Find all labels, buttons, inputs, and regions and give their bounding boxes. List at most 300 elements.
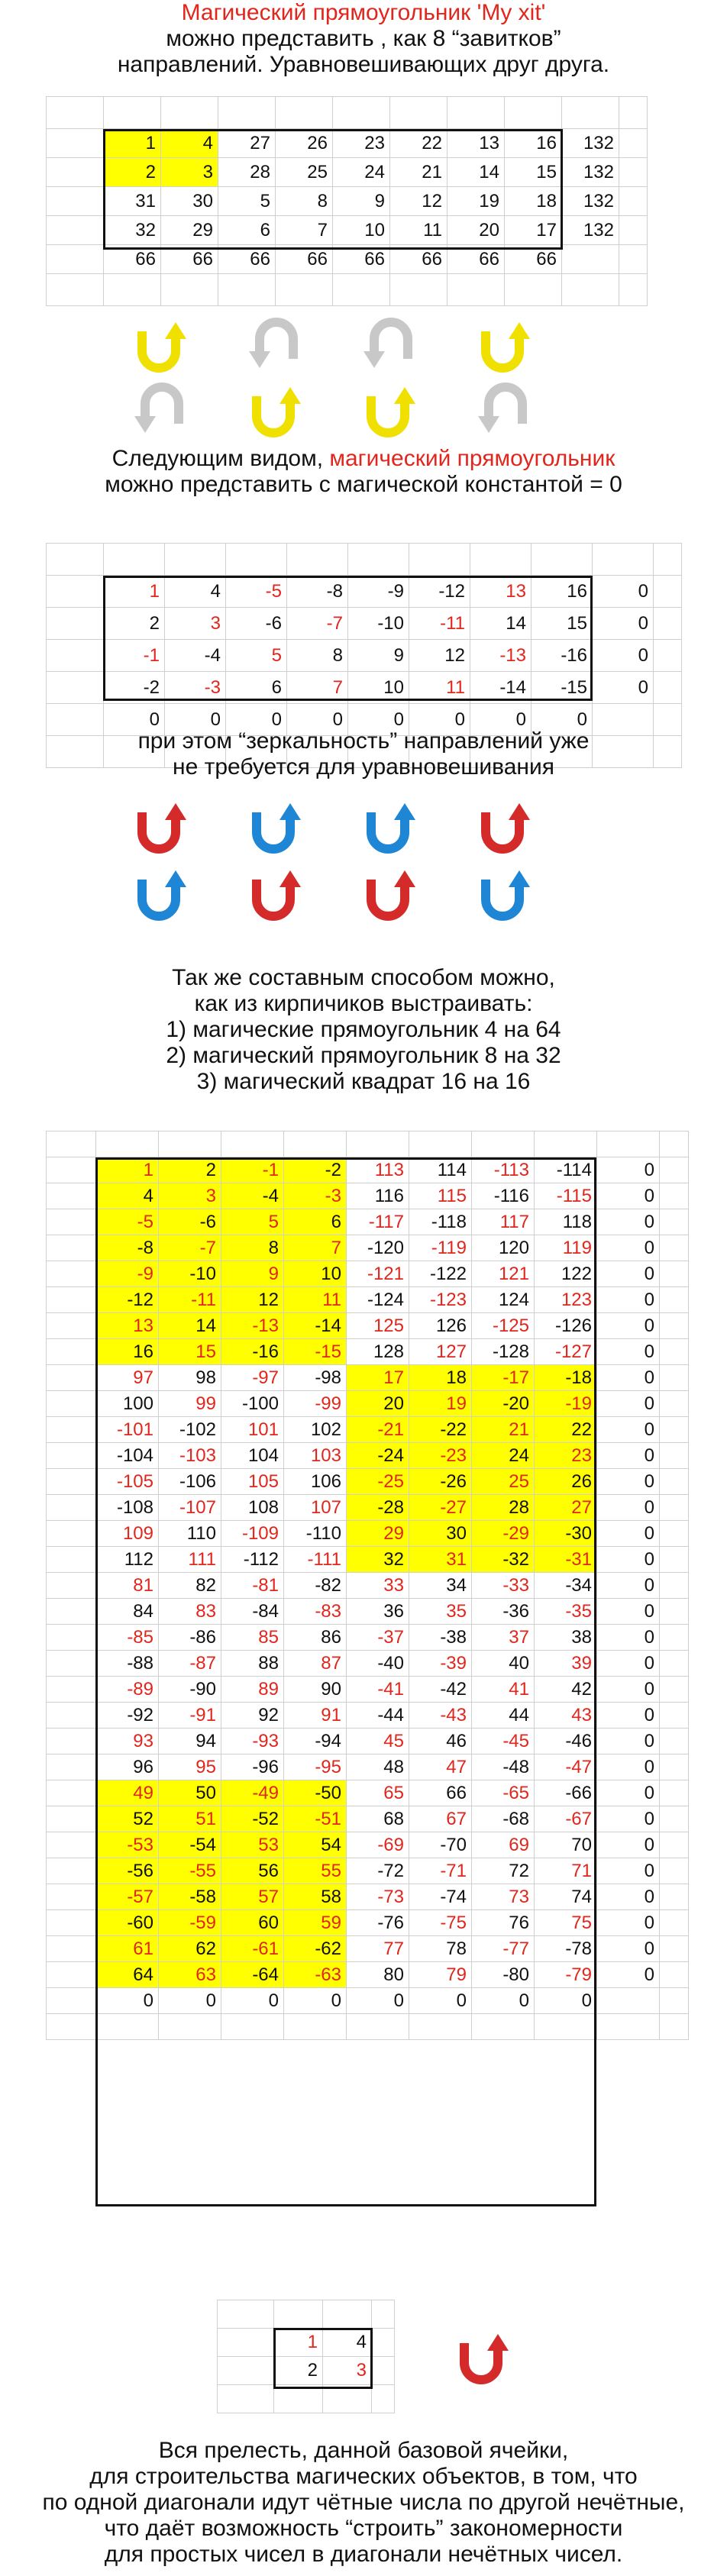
icon-wrapper — [243, 794, 307, 858]
section-3-line-1: при этом “зеркальность” направлений уже — [137, 728, 590, 754]
table-cell: 117 — [472, 1209, 535, 1235]
table-cell: -14 — [284, 1313, 347, 1339]
table-cell — [562, 245, 619, 274]
footer-line-3: по одной диагонали идут чётные числа по другой нечётные, — [42, 2490, 685, 2515]
table-cell: 95 — [159, 1754, 221, 1780]
table-cell — [47, 1521, 96, 1547]
table-cell — [323, 2385, 372, 2413]
table-cell: 16 — [96, 1339, 159, 1365]
table-cell: 3 — [165, 608, 226, 640]
table-cell: 66 — [448, 245, 505, 274]
table-cell: 103 — [284, 1443, 347, 1469]
table-cell — [660, 1391, 689, 1417]
table-cell: 20 — [448, 216, 505, 245]
table-cell — [47, 245, 104, 274]
table-cell: 16 — [505, 129, 562, 158]
table-cell: -59 — [159, 1910, 221, 1936]
table-cell: -56 — [96, 1858, 159, 1884]
table-cell: 124 — [472, 1287, 535, 1313]
u-turn-up-right-icon — [357, 794, 422, 858]
table-cell: 0 — [409, 1988, 472, 2014]
table-cell: -18 — [535, 1365, 597, 1391]
table-cell: 0 — [593, 672, 654, 704]
table-cell — [660, 1599, 689, 1625]
table-cell — [96, 1131, 159, 1157]
table-cell: -65 — [472, 1780, 535, 1806]
table-cell: 40 — [472, 1651, 535, 1677]
table-cell: 5 — [218, 187, 276, 216]
table-cell: 9 — [348, 640, 409, 672]
table-cell: 42 — [535, 1677, 597, 1703]
table-cell: -105 — [96, 1469, 159, 1495]
table-cell — [660, 1313, 689, 1339]
table-cell: 8 — [287, 640, 348, 672]
table-cell: -114 — [535, 1157, 597, 1183]
table-cell — [218, 2300, 274, 2329]
table-cell — [333, 274, 390, 306]
table-cell — [284, 1131, 347, 1157]
table-cell: -80 — [472, 1962, 535, 1988]
table-cell: -89 — [96, 1677, 159, 1703]
table-cell: 87 — [284, 1651, 347, 1677]
table-cell: 88 — [221, 1651, 284, 1677]
table-cell: 132 — [562, 187, 619, 216]
table-cell: 25 — [472, 1469, 535, 1495]
table-cell: 24 — [333, 158, 390, 187]
table-cell — [47, 1209, 96, 1235]
table-cell — [47, 608, 104, 640]
table-cell: 25 — [276, 158, 333, 187]
table-cell — [660, 1417, 689, 1443]
table-cell: 41 — [472, 1677, 535, 1703]
table-cell — [47, 1988, 96, 2014]
table-cell: 13 — [470, 576, 532, 608]
table-cell — [347, 1131, 409, 1157]
icon-wrapper — [128, 794, 192, 858]
table-cell: 94 — [159, 1729, 221, 1754]
section-2-line-1a: Следующим видом, — [111, 446, 330, 471]
table-cell — [654, 672, 682, 704]
table-cell: -57 — [96, 1884, 159, 1910]
table-cell: -101 — [96, 1417, 159, 1443]
table-cell: 11 — [409, 672, 470, 704]
table-cell — [660, 1365, 689, 1391]
table-cell: -11 — [159, 1287, 221, 1313]
table-cell: -100 — [221, 1391, 284, 1417]
table-cell: 32 — [347, 1547, 409, 1573]
table-cell: 0 — [597, 1625, 660, 1651]
table-cell: -2 — [284, 1157, 347, 1183]
table-cell: 0 — [597, 1183, 660, 1209]
table-cell: 14 — [448, 158, 505, 187]
table-cell: -91 — [159, 1703, 221, 1729]
footer-line-4: что даёт возможность “строить” закономерности — [104, 2516, 623, 2541]
table-cell — [654, 576, 682, 608]
table-cell — [47, 1157, 96, 1183]
table-cell: 98 — [159, 1365, 221, 1391]
table-cell: 8 — [276, 187, 333, 216]
table-cell: -63 — [284, 1962, 347, 1988]
icon-wrapper — [357, 794, 422, 858]
table-cell: 113 — [347, 1157, 409, 1183]
table-cell: 1 — [274, 2329, 323, 2357]
table-cell: 18 — [409, 1365, 472, 1391]
table-cell: 66 — [505, 245, 562, 274]
table-cell: 70 — [535, 1832, 597, 1858]
table-cell: 51 — [159, 1806, 221, 1832]
u-turn-up-right-icon — [472, 861, 536, 925]
table-cell: 0 — [593, 608, 654, 640]
table-cell: 48 — [347, 1754, 409, 1780]
icon-wrapper — [472, 794, 536, 858]
table-cell: -64 — [221, 1962, 284, 1988]
u-turn-up-right-icon — [128, 313, 192, 377]
table-cell — [47, 1573, 96, 1599]
table-cell: -88 — [96, 1651, 159, 1677]
table-cell: -15 — [284, 1339, 347, 1365]
table-cell: 106 — [284, 1469, 347, 1495]
table-cell — [47, 1832, 96, 1858]
table-cell: -124 — [347, 1287, 409, 1313]
table-cell — [47, 187, 104, 216]
section-4-line-5: 3) магический квадрат 16 на 16 — [196, 1069, 531, 1094]
table-cell: 85 — [221, 1625, 284, 1651]
icon-wrapper — [128, 861, 192, 925]
table-cell: 8 — [221, 1235, 284, 1261]
table-cell — [660, 1235, 689, 1261]
table-cell: 101 — [221, 1417, 284, 1443]
table-cell: 0 — [597, 1910, 660, 1936]
table-cell: -93 — [221, 1729, 284, 1754]
table-cell: 81 — [96, 1573, 159, 1599]
footer-line-5: для простых чисел в диагонали нечётных чисел. — [104, 2542, 623, 2567]
table-cell — [47, 1495, 96, 1521]
table-cell — [660, 1521, 689, 1547]
table-cell: 49 — [96, 1780, 159, 1806]
table-cell — [161, 274, 218, 306]
table-cell — [47, 1391, 96, 1417]
table-cell: 0 — [226, 704, 287, 736]
table-cell: 93 — [96, 1729, 159, 1754]
table-cell: -16 — [221, 1339, 284, 1365]
table-cell — [47, 1131, 96, 1157]
table-cell: 0 — [348, 704, 409, 736]
table-cell: -24 — [347, 1443, 409, 1469]
table-cell: -33 — [472, 1573, 535, 1599]
table-cell: -81 — [221, 1573, 284, 1599]
table-cell — [535, 1131, 597, 1157]
table-cell — [660, 1677, 689, 1703]
table-cell: 121 — [472, 1261, 535, 1287]
table-cell: 66 — [104, 245, 161, 274]
table-cell — [47, 1287, 96, 1313]
table-cell — [470, 544, 532, 576]
u-turn-up-right-icon — [451, 2325, 515, 2389]
table-cell — [409, 544, 470, 576]
table-cell: -116 — [472, 1183, 535, 1209]
table-cell: -67 — [535, 1806, 597, 1832]
table-cell: 57 — [221, 1884, 284, 1910]
table-cell — [218, 2385, 274, 2413]
table-cell: -13 — [470, 640, 532, 672]
table-cell: -8 — [96, 1235, 159, 1261]
table-cell: 6 — [218, 216, 276, 245]
table-cell — [47, 640, 104, 672]
intro-title: Магический прямоугольник 'My xit' — [181, 0, 546, 25]
table-cell: 14 — [159, 1313, 221, 1339]
table-cell: -79 — [535, 1962, 597, 1988]
table-cell: 0 — [347, 1988, 409, 2014]
table-cell: -69 — [347, 1832, 409, 1858]
table-cell: -83 — [284, 1599, 347, 1625]
table-cell — [660, 1703, 689, 1729]
table-cell: 6 — [226, 672, 287, 704]
table-cell: -113 — [472, 1157, 535, 1183]
table-cell: -32 — [472, 1547, 535, 1573]
table-cell — [660, 1261, 689, 1287]
table-cell: -70 — [409, 1832, 472, 1858]
table-cell — [284, 2014, 347, 2040]
table-cell — [660, 1729, 689, 1754]
table-cell: -4 — [165, 640, 226, 672]
section-3-text — [0, 728, 727, 780]
table-cell: -77 — [472, 1936, 535, 1962]
table-cell: 15 — [159, 1339, 221, 1365]
table-cell: -126 — [535, 1313, 597, 1339]
icon-wrapper — [357, 378, 422, 442]
table-cell: -26 — [409, 1469, 472, 1495]
table-cell — [619, 274, 648, 306]
table-cell: 68 — [347, 1806, 409, 1832]
table-cell: -28 — [347, 1495, 409, 1521]
table-cell — [372, 2385, 395, 2413]
table-cell: -10 — [159, 1261, 221, 1287]
table-cell: 2 — [104, 158, 161, 187]
table-cell: 26 — [276, 129, 333, 158]
table-cell: -119 — [409, 1235, 472, 1261]
table-cell: -7 — [287, 608, 348, 640]
table-cell — [47, 1910, 96, 1936]
table-cell: -97 — [221, 1365, 284, 1391]
table-cell — [276, 274, 333, 306]
table-cell: 66 — [276, 245, 333, 274]
table-cell: 111 — [159, 1547, 221, 1573]
table-cell — [221, 2014, 284, 2040]
table-cell: 82 — [159, 1573, 221, 1599]
table-cell: 21 — [390, 158, 448, 187]
table-cell — [47, 1261, 96, 1287]
table-cell: 112 — [96, 1547, 159, 1573]
table-cell: 105 — [221, 1469, 284, 1495]
table-cell: -78 — [535, 1936, 597, 1962]
table-cell: 122 — [535, 1261, 597, 1287]
table-cell: 92 — [221, 1703, 284, 1729]
table-cell: 4 — [165, 576, 226, 608]
table-cell: 23 — [535, 1443, 597, 1469]
table-cell: 58 — [284, 1884, 347, 1910]
table-cell: -27 — [409, 1495, 472, 1521]
table-cell — [47, 1703, 96, 1729]
table-cell: 0 — [597, 1962, 660, 1988]
table-cell: 0 — [597, 1209, 660, 1235]
table-cell: -82 — [284, 1573, 347, 1599]
table-cell — [218, 2357, 274, 2385]
table-cell: 7 — [276, 216, 333, 245]
table-cell: 108 — [221, 1495, 284, 1521]
table-cell: -52 — [221, 1806, 284, 1832]
table-cell — [597, 1131, 660, 1157]
table-cell: -74 — [409, 1884, 472, 1910]
table-cell: 62 — [159, 1936, 221, 1962]
table-cell: 86 — [284, 1625, 347, 1651]
table-cell: 0 — [287, 704, 348, 736]
table-cell: 9 — [221, 1261, 284, 1287]
table-cell — [660, 1209, 689, 1235]
table-cell — [47, 97, 104, 129]
table-cell — [660, 1832, 689, 1858]
table-cell: 0 — [104, 704, 165, 736]
table-cell — [47, 672, 104, 704]
table-cell: -50 — [284, 1780, 347, 1806]
table-cell: 30 — [161, 187, 218, 216]
table-cell: 43 — [535, 1703, 597, 1729]
table-cell: -48 — [472, 1754, 535, 1780]
u-turn-up-right-icon — [357, 861, 422, 925]
table-cell: 0 — [597, 1677, 660, 1703]
table-cell: 0 — [597, 1287, 660, 1313]
table-cell — [593, 544, 654, 576]
table-cell: 118 — [535, 1209, 597, 1235]
table-cell: 39 — [535, 1651, 597, 1677]
table-cell: -13 — [221, 1313, 284, 1339]
table-cell: 53 — [221, 1832, 284, 1858]
table-cell: -46 — [535, 1729, 597, 1754]
table-cell: -71 — [409, 1858, 472, 1884]
table-cell: 0 — [597, 1495, 660, 1521]
intro-line-3: направлений. Уравновешивающих друг друга. — [117, 52, 610, 77]
intro-text — [0, 0, 727, 78]
table-3 — [46, 1131, 689, 2040]
table-cell — [274, 2300, 323, 2329]
table-cell: 0 — [593, 640, 654, 672]
u-turn-up-right-icon — [243, 794, 307, 858]
table-cell: 35 — [409, 1599, 472, 1625]
icon-wrapper — [128, 313, 192, 377]
table-cell: 3 — [161, 158, 218, 187]
table-cell: -5 — [96, 1209, 159, 1235]
table-cell — [372, 2329, 395, 2357]
table-cell: 132 — [562, 158, 619, 187]
table-cell — [47, 1365, 96, 1391]
table-cell: 0 — [597, 1573, 660, 1599]
table-cell: 89 — [221, 1677, 284, 1703]
table-cell — [535, 2014, 597, 2040]
table-cell — [660, 1962, 689, 1988]
table-cell — [597, 2014, 660, 2040]
table-cell: -2 — [104, 672, 165, 704]
table-cell — [47, 544, 104, 576]
table-cell: 0 — [472, 1988, 535, 2014]
table-cell: 0 — [165, 704, 226, 736]
table-cell: 32 — [104, 216, 161, 245]
table-cell: -108 — [96, 1495, 159, 1521]
table-cell: 0 — [597, 1547, 660, 1573]
table-cell — [47, 1806, 96, 1832]
table-cell: -123 — [409, 1287, 472, 1313]
table-cell — [660, 1443, 689, 1469]
table-cell: -104 — [96, 1443, 159, 1469]
table-cell: -121 — [347, 1261, 409, 1287]
table-cell — [47, 1754, 96, 1780]
table-cell: 6 — [284, 1209, 347, 1235]
table-cell: -127 — [535, 1339, 597, 1365]
table-cell: 1 — [96, 1157, 159, 1183]
table-cell: 119 — [535, 1235, 597, 1261]
table-cell: 73 — [472, 1884, 535, 1910]
table-cell: 66 — [161, 245, 218, 274]
table-cell: -20 — [472, 1391, 535, 1417]
table-cell: -9 — [96, 1261, 159, 1287]
table-cell: 128 — [347, 1339, 409, 1365]
table-cell: -41 — [347, 1677, 409, 1703]
table-cell: 10 — [284, 1261, 347, 1287]
table-cell — [47, 1313, 96, 1339]
table-cell: -5 — [226, 576, 287, 608]
section-4-line-2: как из кирпичиков выстраивать: — [194, 991, 533, 1016]
table-cell: 63 — [159, 1962, 221, 1988]
table-cell: 0 — [597, 1780, 660, 1806]
table-cell: 10 — [333, 216, 390, 245]
table-cell: 102 — [284, 1417, 347, 1443]
table-cell: 29 — [161, 216, 218, 245]
table-cell — [660, 1573, 689, 1599]
table-cell: -98 — [284, 1365, 347, 1391]
table-cell — [218, 2329, 274, 2357]
table-cell: 55 — [284, 1858, 347, 1884]
table-cell: 115 — [409, 1183, 472, 1209]
table-cell: 69 — [472, 1832, 535, 1858]
table-cell: 7 — [287, 672, 348, 704]
table-cell: 12 — [409, 640, 470, 672]
table-cell: -68 — [472, 1806, 535, 1832]
table-cell: -120 — [347, 1235, 409, 1261]
table-cell: 80 — [347, 1962, 409, 1988]
table-cell: 0 — [597, 1703, 660, 1729]
table-cell: -96 — [221, 1754, 284, 1780]
table-cell: 15 — [505, 158, 562, 187]
table-cell: 60 — [221, 1910, 284, 1936]
table-cell — [218, 97, 276, 129]
table-cell: 107 — [284, 1495, 347, 1521]
table-cell: -30 — [535, 1521, 597, 1547]
table-cell — [597, 1988, 660, 2014]
table-cell: -37 — [347, 1625, 409, 1651]
table-cell: 29 — [347, 1521, 409, 1547]
table-cell: 90 — [284, 1677, 347, 1703]
table-cell — [619, 129, 648, 158]
table-cell: -72 — [347, 1858, 409, 1884]
icon-wrapper — [357, 861, 422, 925]
table-cell: -111 — [284, 1547, 347, 1573]
icon-wrapper — [128, 378, 192, 442]
table-cell: 99 — [159, 1391, 221, 1417]
table-cell: 123 — [535, 1287, 597, 1313]
table-cell — [47, 216, 104, 245]
table-cell: -8 — [287, 576, 348, 608]
table-cell: 13 — [96, 1313, 159, 1339]
table-cell: -125 — [472, 1313, 535, 1339]
icon-wrapper — [472, 861, 536, 925]
